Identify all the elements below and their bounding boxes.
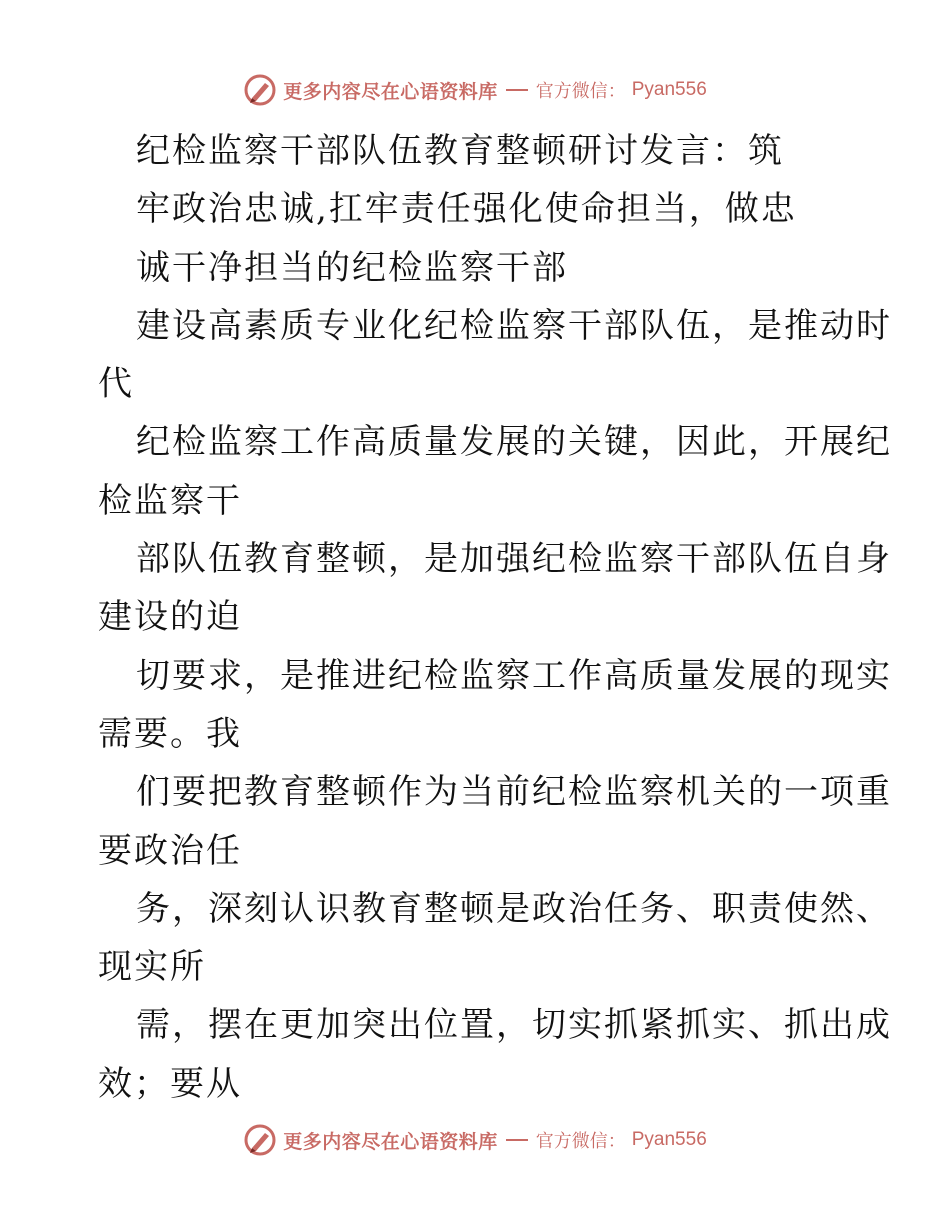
wechat-id: Pyan556 bbox=[631, 1129, 707, 1150]
body-line: 们要把教育整顿作为当前纪检监察机关的一项重 bbox=[136, 772, 892, 813]
paragraph-lines bbox=[98, 297, 892, 1113]
body-line: 务，深刻认识教育整顿是政治任务、职责使然、 bbox=[136, 888, 892, 929]
banner-dash bbox=[506, 1139, 528, 1141]
body-line: 需，摆在更加突出位置，切实抓紧抓实、抓出成 bbox=[136, 1005, 892, 1046]
banner-tagline: 更多内容尽在心语资料库 bbox=[283, 80, 498, 103]
body-line: 建设高素质专业化纪检监察干部队伍，是推动时 bbox=[136, 305, 892, 346]
title-line: 诚干净担当的纪检监察干部 bbox=[136, 247, 568, 288]
body-line: 现实所 bbox=[98, 947, 206, 988]
body-line: 切要求，是推进纪检监察工作高质量发展的现实 bbox=[136, 655, 892, 696]
body-line: 要政治任 bbox=[98, 830, 242, 871]
footer-banner bbox=[0, 1120, 950, 1160]
body-line: 纪检监察工作高质量发展的关键，因此，开展纪 bbox=[136, 422, 892, 463]
body-line: 检监察干 bbox=[98, 480, 242, 521]
body-line: 部队伍教育整顿，是加强纪检监察干部队伍自身 bbox=[136, 539, 892, 580]
body-line: 建设的迫 bbox=[98, 597, 242, 638]
title-line: 牢政治忠诚,扛牢责任强化使命担当，做忠 bbox=[136, 189, 797, 230]
banner-dash bbox=[506, 89, 528, 91]
banner-tagline: 更多内容尽在心语资料库 bbox=[283, 1130, 498, 1153]
title-line: 纪检监察干部队伍教育整顿研讨发言：筑 bbox=[136, 131, 784, 171]
document-body bbox=[98, 122, 892, 1113]
header-banner bbox=[0, 70, 950, 110]
wechat-label: 官方微信： bbox=[535, 1131, 626, 1152]
pen-logo-icon bbox=[243, 73, 277, 107]
body-line: 效；要从 bbox=[98, 1063, 242, 1104]
wechat-id: Pyan556 bbox=[631, 79, 707, 100]
wechat-label: 官方微信： bbox=[535, 81, 626, 102]
body-line: 需要。我 bbox=[98, 713, 242, 754]
body-line: 代 bbox=[98, 364, 134, 405]
pen-logo-icon bbox=[243, 1123, 277, 1157]
